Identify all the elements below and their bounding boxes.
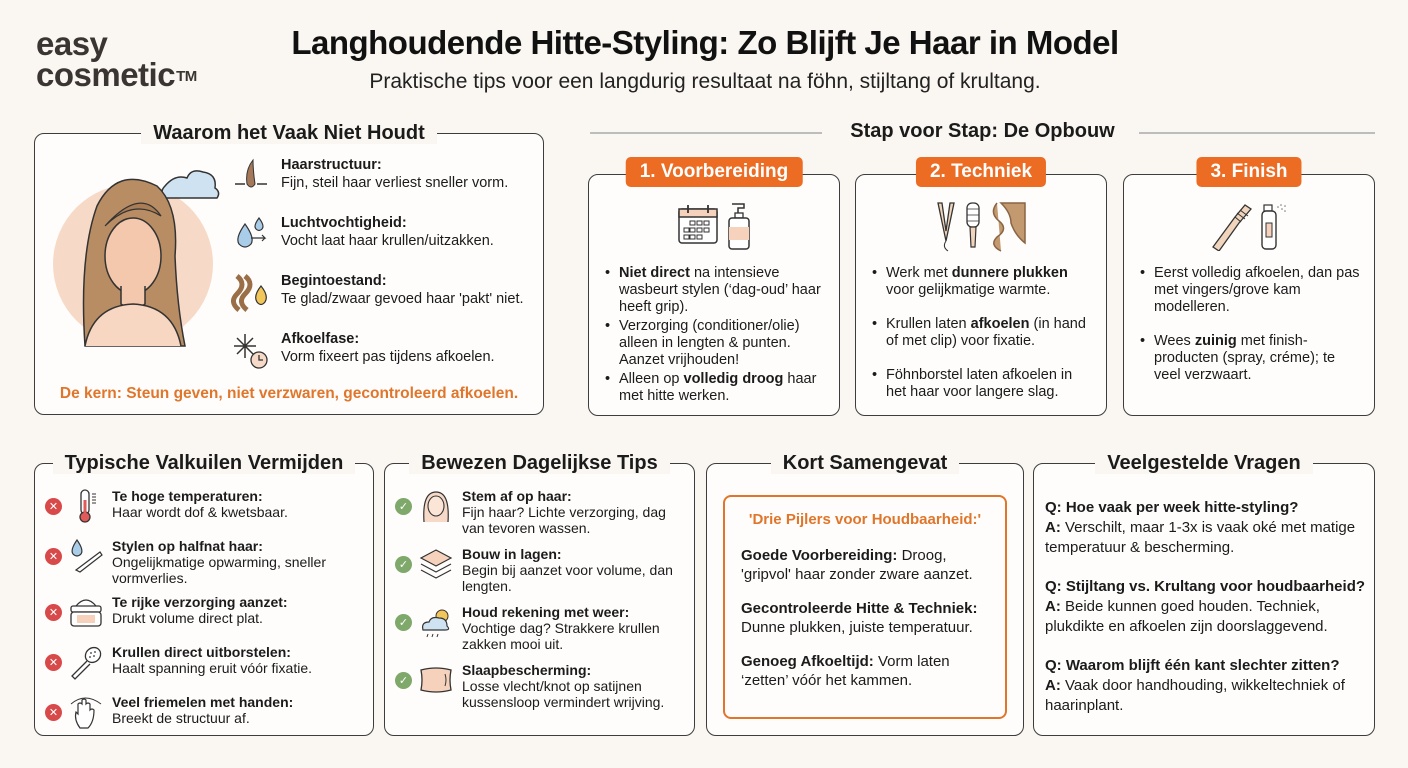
step-badge: 2. Techniek	[916, 157, 1046, 187]
step-card-technique	[855, 161, 1107, 416]
straightener-icon	[935, 201, 959, 253]
tip-item: ✓ Bouw in lagen: Begin bij aanzet voor volume, dan lengten.	[395, 546, 688, 596]
woman-illustration-icon	[45, 146, 225, 356]
check-icon: ✓	[395, 614, 412, 631]
faq-question: Q: Waarom blijft één kant slechter zitten?	[1045, 657, 1340, 674]
pillow-icon	[418, 662, 454, 698]
cross-icon: ✕	[45, 604, 62, 621]
why-item: Luchtvochtigheid: Vocht laat haar krullen/uitzakken.	[231, 214, 541, 256]
step-bullet: • Alleen op volledig droog haar met hitte werken.	[605, 371, 829, 405]
page-subtitle: Praktische tips voor een langdurig resultaat na föhn, stijltang of krultang.	[369, 70, 1041, 93]
pillar-item: Goede Voorbereiding: Droog, 'gripvol' haar zonder zware aanzet.	[741, 547, 973, 583]
summary-title: Kort Samengevat	[771, 452, 960, 474]
check-icon: ✓	[395, 498, 412, 515]
pitfall-item: ✕ Te rijke verzorging aanzet: Drukt volume direct plat.	[45, 594, 367, 636]
hair-oil-icon	[231, 272, 271, 312]
drop-straightener-icon	[68, 538, 104, 574]
comb-icon	[1209, 201, 1253, 251]
check-icon: ✓	[395, 672, 412, 689]
steps-title: Stap voor Stap: De Opbouw	[850, 120, 1115, 142]
step-bullet: • Föhnborstel laten afkoelen in het haar voor langere slag.	[872, 367, 1096, 401]
round-brush-icon	[965, 201, 981, 253]
cross-icon: ✕	[45, 704, 62, 721]
step-bullet: • Niet direct na intensieve wasbeurt stylen (‘dag-oud’ haar heeft grip).	[605, 265, 829, 316]
face-icon	[418, 488, 454, 524]
faq-item	[1045, 577, 1366, 637]
tips-title: Bewezen Dagelijkse Tips	[409, 452, 669, 474]
why-panel	[34, 122, 544, 415]
step-bullet: • Werk met dunnere plukken voor gelijkmatige warmte.	[872, 265, 1096, 299]
core-message: De kern: Steun geven, niet verzwaren, gecontroleerd afkoelen.	[59, 385, 519, 402]
check-icon: ✓	[395, 556, 412, 573]
pitfalls-panel	[34, 452, 374, 736]
faq-title: Veelgestelde Vragen	[1095, 452, 1312, 474]
pitfall-item: ✕ Te hoge temperaturen: Haar wordt dof & kwetsbaar.	[45, 488, 367, 530]
step-bullet: • Krullen laten afkoelen (in hand of met clip) voor fixatie.	[872, 316, 1096, 350]
pillar-item: Gecontroleerde Hitte & Techniek: Dunne plukken, juiste temperatuur.	[741, 600, 978, 636]
tips-panel	[384, 452, 695, 736]
thermometer-icon	[68, 488, 104, 524]
snowflake-clock-icon	[231, 330, 271, 370]
faq-answer: A: Verschilt, maar 1-3x is vaak oké met matige temperatuur & bescherming.	[1045, 519, 1356, 556]
spray-bottle-icon	[1259, 201, 1289, 251]
cross-icon: ✕	[45, 498, 62, 515]
steps-header	[590, 120, 1375, 146]
curl-icon	[987, 201, 1027, 253]
hand-icon	[68, 694, 104, 730]
tip-item: ✓ Houd rekening met weer: Vochtige dag? Strakkere krullen zakken mooi uit.	[395, 604, 688, 654]
pillars-heading: 'Drie Pijlers voor Houdbaarheid:'	[748, 511, 982, 528]
why-item: Haarstructuur: Fijn, steil haar verliest sneller vorm.	[231, 156, 541, 198]
pitfall-item: ✕ Veel friemelen met handen: Breekt de structuur af.	[45, 694, 367, 736]
step-card-preparation	[588, 161, 840, 416]
pitfall-item: ✕ Krullen direct uitborstelen: Haalt spanning eruit vóór fixatie.	[45, 644, 367, 686]
brand-logo	[36, 25, 197, 93]
why-title: Waarom het Vaak Niet Houdt	[141, 122, 437, 144]
step-bullet: • Wees zuinig met finish-producten (spray, créme); te veel verzwaart.	[1140, 333, 1364, 384]
page-title: Langhoudende Hitte-Styling: Zo Blijft Je Haar in Model	[291, 24, 1119, 61]
step-bullet: • Eerst volledig afkoelen, dan pas met vingers/grove kam modelleren.	[1140, 265, 1364, 316]
brand-line2: cosmetic	[36, 56, 176, 93]
tip-item: ✓ Stem af op haar: Fijn haar? Lichte verzorging, dag van tevoren wassen.	[395, 488, 688, 538]
tip-item: ✓ Slaapbescherming: Losse vlecht/knot op satijnen kussensloop vermindert wrijving.	[395, 662, 688, 712]
step-card-finish	[1123, 161, 1375, 416]
step-badge: 3. Finish	[1196, 157, 1301, 187]
pillar-item: Genoeg Afkoeltijd: Vorm laten ‘zetten’ vóór het kammen.	[741, 653, 950, 689]
cream-jar-icon	[68, 594, 104, 630]
brush-icon	[68, 644, 104, 680]
faq-item	[1045, 656, 1366, 716]
step-bullet: • Verzorging (conditioner/olie) alleen in lengten & punten. Aanzet vrijhouden!	[605, 318, 829, 369]
pitfalls-title: Typische Valkuilen Vermijden	[53, 452, 356, 474]
faq-question: Q: Hoe vaak per week hitte-styling?	[1045, 499, 1299, 516]
trademark: TM	[176, 68, 197, 85]
brand-line1: easy	[36, 25, 108, 62]
why-item: Afkoelfase: Vorm fixeert pas tijdens afkoelen.	[231, 330, 541, 372]
faq-item	[1045, 498, 1366, 558]
pillars-box	[723, 495, 1007, 719]
weather-icon	[418, 604, 454, 640]
faq-panel	[1033, 452, 1375, 736]
humidity-drops-icon	[231, 214, 271, 254]
pitfall-item: ✕ Stylen op halfnat haar: Ongelijkmatige opwarming, sneller vormverlies.	[45, 538, 367, 586]
faq-question: Q: Stijltang vs. Krultang voor houdbaarheid?	[1045, 578, 1366, 595]
faq-answer: A: Beide kunnen goed houden. Techniek, plukdikte en afkoelen zijn doorslaggevend.	[1045, 598, 1328, 635]
faq-answer: A: Vaak door handhouding, wikkeltechniek of haarinplant.	[1045, 677, 1345, 714]
summary-panel	[706, 452, 1024, 736]
cross-icon: ✕	[45, 548, 62, 565]
cross-icon: ✕	[45, 654, 62, 671]
layers-icon	[418, 546, 454, 582]
step-badge: 1. Voorbereiding	[626, 157, 803, 187]
why-item: Begintoestand: Te glad/zwaar gevoed haar 'pakt' niet.	[231, 272, 541, 314]
calendar-icon	[676, 201, 720, 247]
hair-follicle-icon	[231, 156, 271, 196]
pump-bottle-icon	[726, 201, 752, 251]
